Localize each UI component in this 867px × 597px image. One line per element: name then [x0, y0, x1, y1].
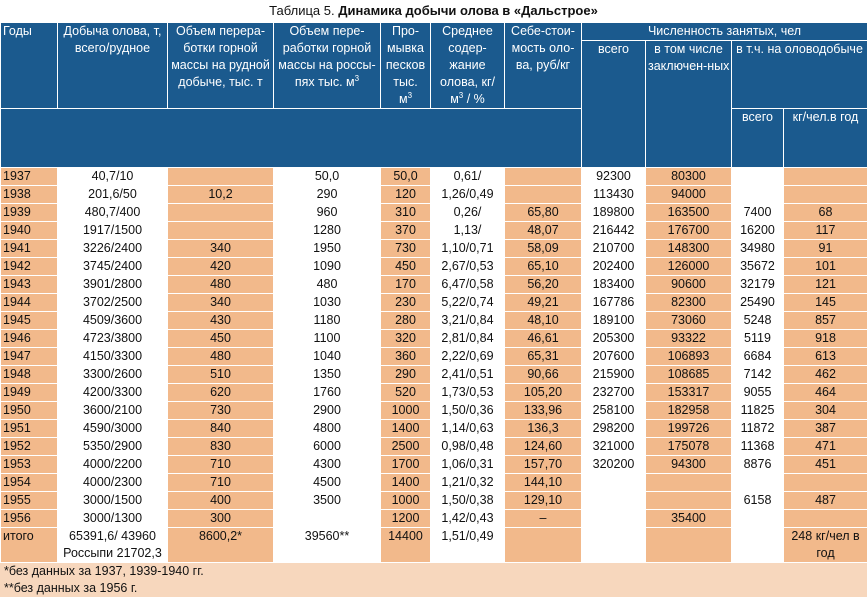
cell-per-person: 487 — [784, 492, 867, 510]
cell-cost: 90,66 — [505, 366, 582, 384]
cell-tin-output: 3300/2600 — [58, 366, 168, 384]
cell-cost: 129,10 — [505, 492, 582, 510]
cell-sand-washing: 450 — [381, 258, 431, 276]
cell-year: 1951 — [1, 420, 58, 438]
cell-avg-content: 1,42/0,43 — [431, 510, 505, 528]
cell-year: 1949 — [1, 384, 58, 402]
cell-sand-washing: 50,0 — [381, 168, 431, 186]
cell-per-person — [784, 474, 867, 492]
header-employed-total: всего — [582, 41, 646, 168]
cell-tin-mining-total: 11368 — [732, 438, 784, 456]
cell-cost: 65,10 — [505, 258, 582, 276]
cell-per-person: 857 — [784, 312, 867, 330]
cell-placer-processing: 1760 — [274, 384, 381, 402]
cell-prisoners: 175078 — [646, 438, 732, 456]
cell-year: 1944 — [1, 294, 58, 312]
cell-cost: 65,31 — [505, 348, 582, 366]
cell-avg-content: 1,13/ — [431, 222, 505, 240]
header-ore-processing: Объем перера- ботки горной массы на рудной добыче, тыс. т — [168, 23, 274, 109]
cell-tin-output: 3745/2400 — [58, 258, 168, 276]
header-placer-processing: Объем пере- работки горной массы на россы- пях тыс. $м^3$ — [274, 23, 381, 109]
cell-sand-washing: 1400 — [381, 420, 431, 438]
cell-per-person — [784, 168, 867, 186]
footnote-2: **без данных за 1956 г. — [4, 580, 863, 597]
cell-avg-content: 2,67/0,53 — [431, 258, 505, 276]
cell-sand-washing: 290 — [381, 366, 431, 384]
cell-placer-processing: 1100 — [274, 330, 381, 348]
cell-ore-processing: 620 — [168, 384, 274, 402]
cell-employed-total — [582, 474, 646, 492]
cell-tin-output: 5350/2900 — [58, 438, 168, 456]
cell-ore-processing: 830 — [168, 438, 274, 456]
cell-tin-output: 4200/3300 — [58, 384, 168, 402]
cell-placer-processing: 480 — [274, 276, 381, 294]
table-row — [1, 168, 867, 186]
cell-placer-processing: 290 — [274, 186, 381, 204]
cell-tin-mining-total: 32179 — [732, 276, 784, 294]
cell-placer-processing: 1280 — [274, 222, 381, 240]
cell-sand-washing: 730 — [381, 240, 431, 258]
cell-avg-content: 1,50/0,36 — [431, 402, 505, 420]
cell-cost: 48,10 — [505, 312, 582, 330]
cell-avg-content: 1,06/0,31 — [431, 456, 505, 474]
header-tin-mining-total: всего — [732, 109, 784, 168]
cell-employed-total: 210700 — [582, 240, 646, 258]
header-avg-content: Среднее содер- жание олова, кг/ $м^3$ / % — [431, 23, 505, 109]
cell-sand-washing: 120 — [381, 186, 431, 204]
cell-employed-total: 189800 — [582, 204, 646, 222]
table-row — [1, 294, 867, 312]
cell-avg-content: 0,26/ — [431, 204, 505, 222]
cell-employed-total: 113430 — [582, 186, 646, 204]
cell-employed-total: 167786 — [582, 294, 646, 312]
cell-cost: – — [505, 510, 582, 528]
cell-tin-mining-total: 11825 — [732, 402, 784, 420]
cell-placer-processing: 960 — [274, 204, 381, 222]
cell-cost: 124,60 — [505, 438, 582, 456]
cell-ore-processing: 710 — [168, 456, 274, 474]
cell-per-person: 145 — [784, 294, 867, 312]
cell-tin-mining-total: 7142 — [732, 366, 784, 384]
totals-tin-mining — [732, 528, 784, 563]
cell-year: 1950 — [1, 402, 58, 420]
cell-ore-processing: 710 — [168, 474, 274, 492]
cell-tin-mining-total: 25490 — [732, 294, 784, 312]
cell-per-person: 304 — [784, 402, 867, 420]
cell-tin-mining-total: 5248 — [732, 312, 784, 330]
cell-sand-washing: 280 — [381, 312, 431, 330]
cell-tin-mining-total: 35672 — [732, 258, 784, 276]
cell-prisoners: 163500 — [646, 204, 732, 222]
cell-avg-content: 0,61/ — [431, 168, 505, 186]
cell-cost: 49,21 — [505, 294, 582, 312]
cell-per-person: 451 — [784, 456, 867, 474]
cell-ore-processing: 340 — [168, 294, 274, 312]
cell-employed-total: 92300 — [582, 168, 646, 186]
cell-employed-total: 258100 — [582, 402, 646, 420]
cell-tin-output: 480,7/400 — [58, 204, 168, 222]
cell-tin-output: 4590/3000 — [58, 420, 168, 438]
tin-mining-table — [0, 22, 867, 563]
cell-cost: 157,70 — [505, 456, 582, 474]
cell-placer-processing: 1090 — [274, 258, 381, 276]
table-row — [1, 384, 867, 402]
cell-prisoners: 148300 — [646, 240, 732, 258]
cell-cost: 58,09 — [505, 240, 582, 258]
cell-cost: 56,20 — [505, 276, 582, 294]
totals-label: итого — [1, 528, 58, 563]
totals-row — [1, 528, 867, 563]
totals-content: 1,51/0,49 — [431, 528, 505, 563]
cell-year: 1939 — [1, 204, 58, 222]
totals-prisoners — [646, 528, 732, 563]
cell-avg-content: 2,22/0,69 — [431, 348, 505, 366]
cell-tin-output: 4509/3600 — [58, 312, 168, 330]
cell-sand-washing: 2500 — [381, 438, 431, 456]
totals-employed — [582, 528, 646, 563]
cell-cost: 144,10 — [505, 474, 582, 492]
cell-employed-total: 216442 — [582, 222, 646, 240]
cell-tin-output: 3702/2500 — [58, 294, 168, 312]
cell-per-person: 117 — [784, 222, 867, 240]
cell-year: 1938 — [1, 186, 58, 204]
cell-placer-processing: 6000 — [274, 438, 381, 456]
table-row — [1, 186, 867, 204]
cell-year: 1942 — [1, 258, 58, 276]
header-years: Годы — [1, 23, 58, 109]
cell-cost: 133,96 — [505, 402, 582, 420]
cell-tin-output: 3600/2100 — [58, 402, 168, 420]
caption-prefix: Таблица 5. — [269, 3, 334, 18]
table-row — [1, 492, 867, 510]
cell-cost: 48,07 — [505, 222, 582, 240]
cell-sand-washing: 370 — [381, 222, 431, 240]
cell-placer-processing: 1040 — [274, 348, 381, 366]
cell-sand-washing: 520 — [381, 384, 431, 402]
table-row — [1, 510, 867, 528]
cell-tin-output: 1917/1500 — [58, 222, 168, 240]
cell-tin-mining-total: 9055 — [732, 384, 784, 402]
table-row — [1, 204, 867, 222]
cell-prisoners: 80300 — [646, 168, 732, 186]
cell-tin-output: 3901/2800 — [58, 276, 168, 294]
cell-per-person: 387 — [784, 420, 867, 438]
cell-employed-total: 320200 — [582, 456, 646, 474]
cell-tin-mining-total: 16200 — [732, 222, 784, 240]
header-employed: Численность занятых, чел — [582, 23, 867, 41]
cell-prisoners: 93322 — [646, 330, 732, 348]
totals-washing: 14400 — [381, 528, 431, 563]
cell-avg-content: 3,21/0,84 — [431, 312, 505, 330]
cell-placer-processing: 1350 — [274, 366, 381, 384]
cell-tin-mining-total — [732, 474, 784, 492]
table-caption — [0, 0, 867, 22]
cell-year: 1943 — [1, 276, 58, 294]
cell-placer-processing: 1950 — [274, 240, 381, 258]
cell-ore-processing: 340 — [168, 240, 274, 258]
cell-prisoners: 73060 — [646, 312, 732, 330]
cell-ore-processing: 10,2 — [168, 186, 274, 204]
cell-sand-washing: 310 — [381, 204, 431, 222]
cell-tin-output: 4000/2300 — [58, 474, 168, 492]
cell-employed-total — [582, 492, 646, 510]
cell-year: 1945 — [1, 312, 58, 330]
cell-placer-processing: 4800 — [274, 420, 381, 438]
cell-ore-processing: 430 — [168, 312, 274, 330]
cell-avg-content: 5,22/0,74 — [431, 294, 505, 312]
cell-per-person: 91 — [784, 240, 867, 258]
table-header — [1, 23, 867, 168]
cell-prisoners: 199726 — [646, 420, 732, 438]
cell-avg-content: 0,98/0,48 — [431, 438, 505, 456]
cell-avg-content: 1,73/0,53 — [431, 384, 505, 402]
cell-employed-total: 207600 — [582, 348, 646, 366]
cell-sand-washing: 1700 — [381, 456, 431, 474]
header-sand-washing: Про- мывка песков тыс. $м^3$ — [381, 23, 431, 109]
cell-prisoners: 35400 — [646, 510, 732, 528]
cell-placer-processing: 1030 — [274, 294, 381, 312]
totals-ore: 8600,2* — [168, 528, 274, 563]
cell-ore-processing: 480 — [168, 276, 274, 294]
cell-prisoners: 108685 — [646, 366, 732, 384]
cell-year: 1946 — [1, 330, 58, 348]
cell-sand-washing: 1200 — [381, 510, 431, 528]
totals-cost — [505, 528, 582, 563]
cell-employed-total: 321000 — [582, 438, 646, 456]
cell-tin-mining-total: 11872 — [732, 420, 784, 438]
cell-employed-total: 189100 — [582, 312, 646, 330]
cell-tin-mining-total — [732, 186, 784, 204]
cell-employed-total: 215900 — [582, 366, 646, 384]
totals-placer: 39560** — [274, 528, 381, 563]
cell-cost: 105,20 — [505, 384, 582, 402]
cell-ore-processing — [168, 204, 274, 222]
cell-employed-total: 205300 — [582, 330, 646, 348]
cell-employed-total: 202400 — [582, 258, 646, 276]
cell-employed-total — [582, 510, 646, 528]
cell-ore-processing: 450 — [168, 330, 274, 348]
cell-tin-mining-total: 5119 — [732, 330, 784, 348]
cell-placer-processing: 3500 — [274, 492, 381, 510]
table-row — [1, 240, 867, 258]
cell-tin-mining-total: 8876 — [732, 456, 784, 474]
cell-placer-processing: 50,0 — [274, 168, 381, 186]
totals-tin: 65391,6/ 43960 Россыпи 21702,3 — [58, 528, 168, 563]
cell-placer-processing: 4300 — [274, 456, 381, 474]
header-prisoners: в том числе заключен-ных — [646, 41, 732, 168]
cell-prisoners: 94300 — [646, 456, 732, 474]
cell-year: 1956 — [1, 510, 58, 528]
cell-ore-processing: 400 — [168, 492, 274, 510]
cell-sand-washing: 1400 — [381, 474, 431, 492]
cell-tin-output: 4723/3800 — [58, 330, 168, 348]
cell-employed-total: 183400 — [582, 276, 646, 294]
cell-ore-processing: 480 — [168, 348, 274, 366]
header-tin-output: Добыча олова, т, всего/рудное — [58, 23, 168, 109]
cell-per-person: 121 — [784, 276, 867, 294]
cell-per-person: 464 — [784, 384, 867, 402]
cell-year: 1948 — [1, 366, 58, 384]
cell-prisoners — [646, 474, 732, 492]
cell-year: 1941 — [1, 240, 58, 258]
cell-per-person: 918 — [784, 330, 867, 348]
table-row — [1, 420, 867, 438]
cell-per-person: 613 — [784, 348, 867, 366]
cell-ore-processing — [168, 222, 274, 240]
table-row — [1, 348, 867, 366]
cell-tin-output: 3226/2400 — [58, 240, 168, 258]
table-row — [1, 438, 867, 456]
header-per-person: кг/чел.в год — [784, 109, 867, 168]
table-row — [1, 402, 867, 420]
cell-tin-output: 3000/1300 — [58, 510, 168, 528]
table-row — [1, 330, 867, 348]
cell-avg-content: 1,21/0,32 — [431, 474, 505, 492]
totals-per-person: 248 кг/чел в год — [784, 528, 867, 563]
cell-placer-processing: 1180 — [274, 312, 381, 330]
cell-ore-processing: 420 — [168, 258, 274, 276]
cell-prisoners: 94000 — [646, 186, 732, 204]
cell-ore-processing: 730 — [168, 402, 274, 420]
cell-cost: 65,80 — [505, 204, 582, 222]
cell-avg-content: 1,14/0,63 — [431, 420, 505, 438]
cell-year: 1937 — [1, 168, 58, 186]
table-row — [1, 222, 867, 240]
cell-sand-washing: 360 — [381, 348, 431, 366]
table-row — [1, 366, 867, 384]
cell-tin-output: 3000/1500 — [58, 492, 168, 510]
cell-tin-mining-total: 6158 — [732, 492, 784, 510]
cell-per-person: 68 — [784, 204, 867, 222]
cell-placer-processing: 2900 — [274, 402, 381, 420]
caption-title: Динамика добычи олова в «Дальстрое» — [338, 3, 598, 18]
cell-sand-washing: 1000 — [381, 402, 431, 420]
cell-sand-washing: 1000 — [381, 492, 431, 510]
table-row — [1, 474, 867, 492]
cell-employed-total: 232700 — [582, 384, 646, 402]
header-tin-mining: в т.ч. на оловодобыче — [732, 41, 867, 109]
cell-tin-mining-total — [732, 510, 784, 528]
footnotes — [0, 563, 867, 597]
cell-cost: 46,61 — [505, 330, 582, 348]
cell-prisoners: 90600 — [646, 276, 732, 294]
cell-prisoners: 182958 — [646, 402, 732, 420]
cell-per-person — [784, 510, 867, 528]
cell-per-person: 462 — [784, 366, 867, 384]
cell-prisoners: 126000 — [646, 258, 732, 276]
cell-placer-processing — [274, 510, 381, 528]
cell-ore-processing — [168, 168, 274, 186]
cell-prisoners: 106893 — [646, 348, 732, 366]
cell-avg-content: 1,50/0,38 — [431, 492, 505, 510]
cell-ore-processing: 300 — [168, 510, 274, 528]
cell-tin-output: 40,7/10 — [58, 168, 168, 186]
table-body — [1, 168, 867, 528]
cell-tin-output: 4000/2200 — [58, 456, 168, 474]
table-row — [1, 456, 867, 474]
cell-placer-processing: 4500 — [274, 474, 381, 492]
cell-cost — [505, 186, 582, 204]
table-row — [1, 258, 867, 276]
cell-year: 1940 — [1, 222, 58, 240]
cell-tin-mining-total — [732, 168, 784, 186]
cell-ore-processing: 510 — [168, 366, 274, 384]
cell-tin-mining-total: 34980 — [732, 240, 784, 258]
cell-per-person: 471 — [784, 438, 867, 456]
cell-year: 1955 — [1, 492, 58, 510]
cell-prisoners: 176700 — [646, 222, 732, 240]
table-row — [1, 312, 867, 330]
cell-tin-output: 4150/3300 — [58, 348, 168, 366]
cell-avg-content: 1,10/0,71 — [431, 240, 505, 258]
footnote-1: *без данных за 1937, 1939-1940 гг. — [4, 563, 863, 580]
totals-section — [1, 528, 867, 563]
cell-per-person: 101 — [784, 258, 867, 276]
cell-avg-content: 6,47/0,58 — [431, 276, 505, 294]
cell-prisoners: 153317 — [646, 384, 732, 402]
cell-avg-content: 2,81/0,84 — [431, 330, 505, 348]
cell-prisoners — [646, 492, 732, 510]
cell-sand-washing: 170 — [381, 276, 431, 294]
cell-year: 1947 — [1, 348, 58, 366]
cell-year: 1954 — [1, 474, 58, 492]
cell-avg-content: 1,26/0,49 — [431, 186, 505, 204]
cell-tin-mining-total: 6684 — [732, 348, 784, 366]
header-cost: Себе-стои- мость оло- ва, руб/кг — [505, 23, 582, 109]
cell-avg-content: 2,41/0,51 — [431, 366, 505, 384]
cell-sand-washing: 320 — [381, 330, 431, 348]
cell-tin-mining-total: 7400 — [732, 204, 784, 222]
cell-employed-total: 298200 — [582, 420, 646, 438]
cell-cost — [505, 168, 582, 186]
cell-year: 1952 — [1, 438, 58, 456]
cell-year: 1953 — [1, 456, 58, 474]
cell-tin-output: 201,6/50 — [58, 186, 168, 204]
cell-ore-processing: 840 — [168, 420, 274, 438]
cell-per-person — [784, 186, 867, 204]
cell-sand-washing: 230 — [381, 294, 431, 312]
cell-prisoners: 82300 — [646, 294, 732, 312]
table-row — [1, 276, 867, 294]
cell-cost: 136,3 — [505, 420, 582, 438]
